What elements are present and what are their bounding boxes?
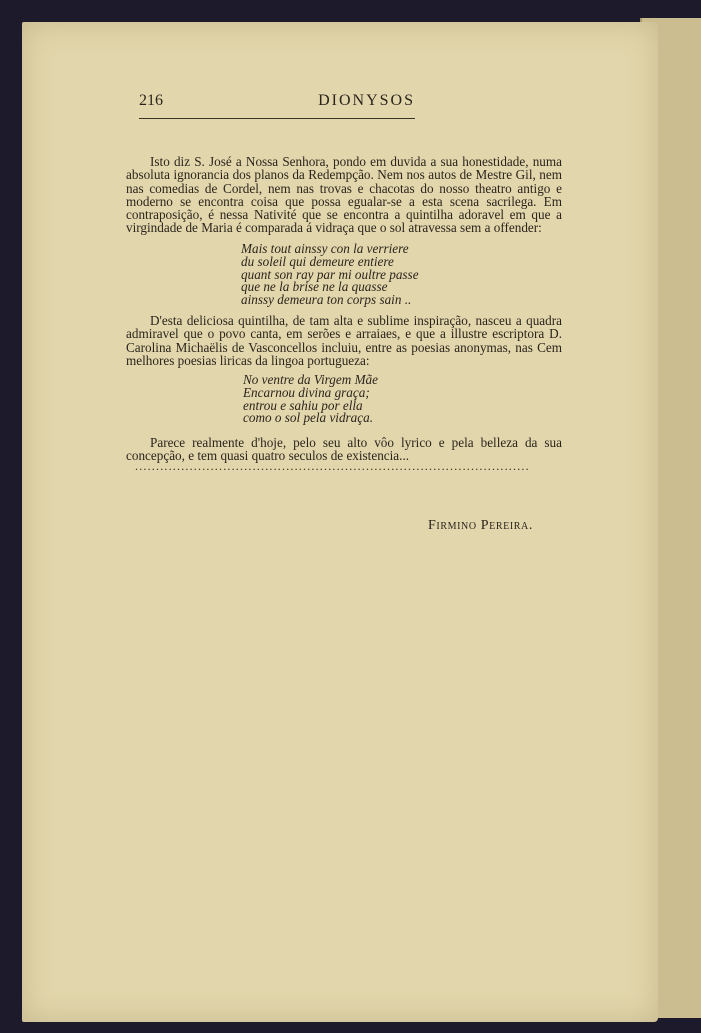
verse-line: Encarnou divina graça; bbox=[243, 384, 370, 400]
verse-line: que ne la brise ne la quasse bbox=[241, 279, 388, 295]
author-signature: Firmino Pereira. bbox=[428, 518, 533, 533]
verse-quadra bbox=[243, 374, 378, 425]
verse-line: No ventre da Virgem Mãe bbox=[243, 372, 379, 387]
page-number: 216 bbox=[139, 92, 163, 109]
verse-line: entrou e sahiu por ella bbox=[243, 397, 363, 413]
verse-line: Mais tout ainssy con la verriere bbox=[241, 241, 409, 256]
paragraph-3: Parece realmente d'hoje, pelo seu alto vôo lyrico e pela belleza da sua concepção, e tem quasi quatro seculos de existencia... bbox=[126, 435, 562, 464]
paragraph-1: Isto diz S. José a Nossa Senhora, pondo em duvida a sua honestidade, numa absoluta ignorancia dos planos da Redempção. Nem nos autos de Mestre Gil, nem nas comedias de Cordel, nem nas trovas e chacotas do nosso theatro antigo e moderno se encontra coisa que possa egualar-se a esta scena sacrilega. Em contraposição, é nessa Nativité que se encontra a quintilha adoravel em que a virgindade de Maria é comparada á vidraça que o sol atravessa sem a offender: bbox=[126, 154, 562, 236]
running-title: DIONYSOS bbox=[318, 92, 415, 109]
verse-line: como o sol pela vidraça. bbox=[243, 410, 374, 426]
paragraph-2: D'esta deliciosa quintilha, de tam alta e sublime inspiração, nasceu a quadra admiravel que o povo canta, em serões e arraiaes, e que a illustre escriptora D. Carolina Michaëlis de Vasconcellos incluiu, entre as poesias anonymas, nas Cem melhores poesias liricas da lingoa portugueza: bbox=[126, 313, 562, 368]
dotted-rule: .............................................................................................. bbox=[135, 459, 530, 473]
verse-quintilha bbox=[241, 243, 419, 307]
verse-line: ainssy demeura ton corps sain .. bbox=[241, 292, 412, 308]
page-header bbox=[139, 92, 415, 119]
verse-line: quant son ray par mi oultre passe bbox=[241, 266, 419, 282]
verse-line: du soleil qui demeure entiere bbox=[241, 253, 394, 269]
